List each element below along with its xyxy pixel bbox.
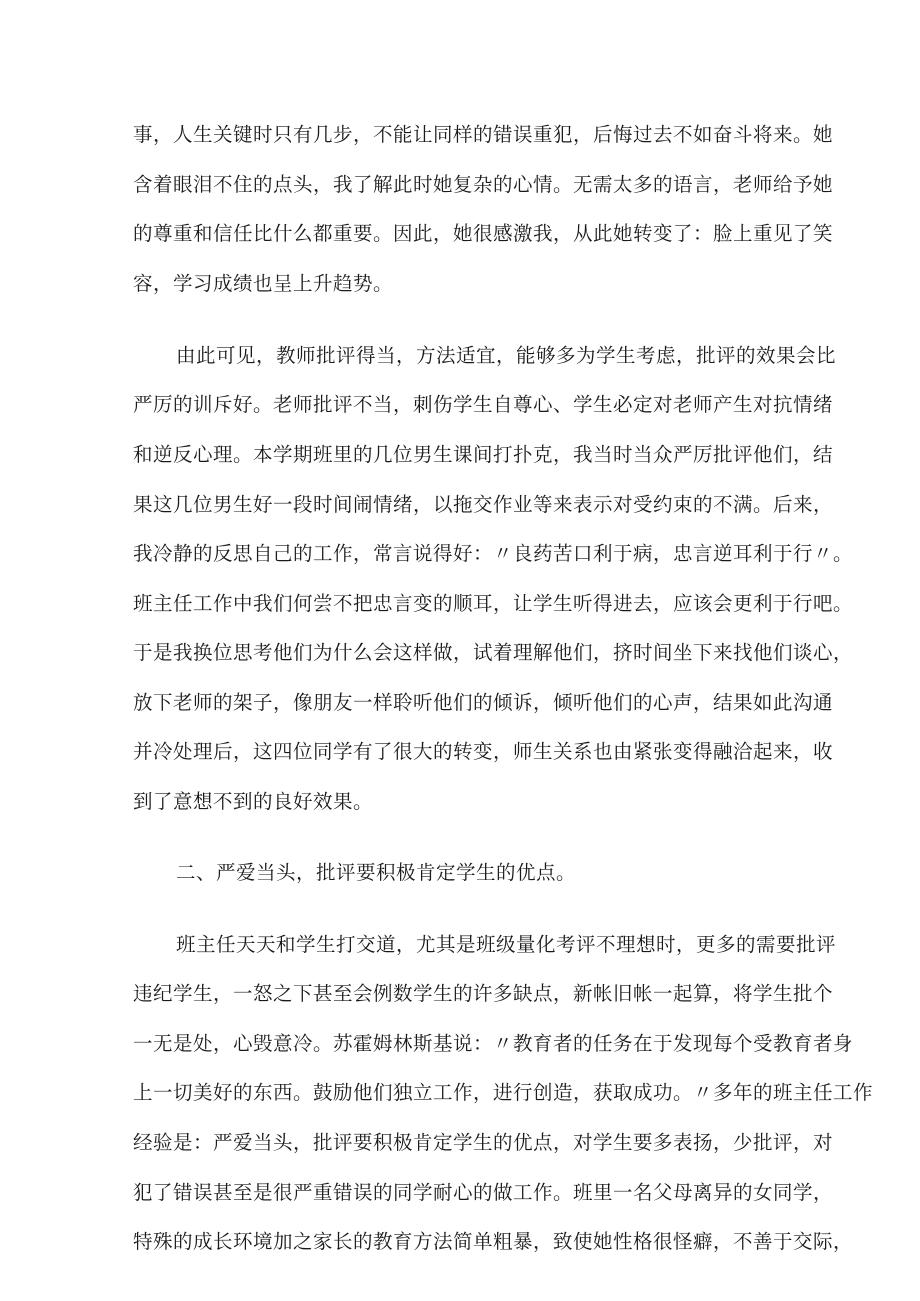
paragraph-line: 犯了错误甚至是很严重错误的同学耐心的做工作。班里一名父母离异的女同学， bbox=[133, 1181, 834, 1204]
section-heading: 二、严爱当头，批评要积极肯定学生的优点。 bbox=[176, 861, 577, 884]
paragraph-line: 班主任工作中我们何尝不把忠言变的顺耳，让学生听得进去，应该会更利于行吧。 bbox=[133, 592, 854, 615]
paragraph-line: 上一切美好的东西。鼓励他们独立工作，进行创造，获取成功。〃多年的班主任工作 bbox=[133, 1081, 874, 1104]
paragraph-line: 于是我换位思考他们为什么会这样做，试着理解他们，挤时间坐下来找他们谈心， bbox=[133, 641, 854, 664]
paragraph-line: 的尊重和信任比什么都重要。因此，她很感激我，从此她转变了：脸上重见了笑 bbox=[133, 222, 834, 245]
paragraph-line: 放下老师的架子，像朋友一样聆听他们的倾诉，倾听他们的心声，结果如此沟通 bbox=[133, 691, 834, 714]
paragraph-line: 果这几位男生好一段时间闹情绪，以拖交作业等来表示对受约束的不满。后来， bbox=[133, 493, 834, 516]
paragraph-line: 特殊的成长环境加之家长的教育方法简单粗暴，致使她性格很怪癖，不善于交际， bbox=[133, 1230, 854, 1253]
paragraph-line: 严厉的训斥好。老师批评不当，刺伤学生自尊心、学生必定对老师产生对抗情绪 bbox=[133, 393, 834, 416]
paragraph-line: 由此可见，教师批评得当，方法适宜，能够多为学生考虑，批评的效果会比 bbox=[176, 344, 837, 367]
paragraph-line: 到了意想不到的良好效果。 bbox=[133, 790, 374, 813]
paragraph-line: 事，人生关键时只有几步，不能让同样的错误重犯，后悔过去不如奋斗将来。她 bbox=[133, 123, 834, 146]
paragraph-line: 和逆反心理。本学期班里的几位男生课间打扑克，我当时当众严厉批评他们，结 bbox=[133, 443, 834, 466]
paragraph-line: 含着眼泪不住的点头，我了解此时她复杂的心情。无需太多的语言，老师给予她 bbox=[133, 173, 834, 196]
paragraph-line: 经验是：严爱当头，批评要积极肯定学生的优点，对学生要多表扬，少批评，对 bbox=[133, 1131, 834, 1154]
paragraph-line: 我冷静的反思自己的工作，常言说得好：〃良药苦口利于病，忠言逆耳利于行〃。 bbox=[133, 542, 854, 565]
paragraph-line: 班主任天天和学生打交道，尤其是班级量化考评不理想时，更多的需要批评 bbox=[176, 933, 837, 956]
paragraph-line: 一无是处，心毁意冷。苏霍姆林斯基说：〃教育者的任务在于发现每个受教育者身 bbox=[133, 1032, 854, 1055]
paragraph-line: 违纪学生，一怒之下甚至会例数学生的许多缺点，新帐旧帐一起算，将学生批个 bbox=[133, 982, 834, 1005]
paragraph-line: 并冷处理后，这四位同学有了很大的转变，师生关系也由紧张变得融洽起来，收 bbox=[133, 740, 834, 763]
paragraph-line: 容，学习成绩也呈上升趋势。 bbox=[133, 272, 394, 295]
